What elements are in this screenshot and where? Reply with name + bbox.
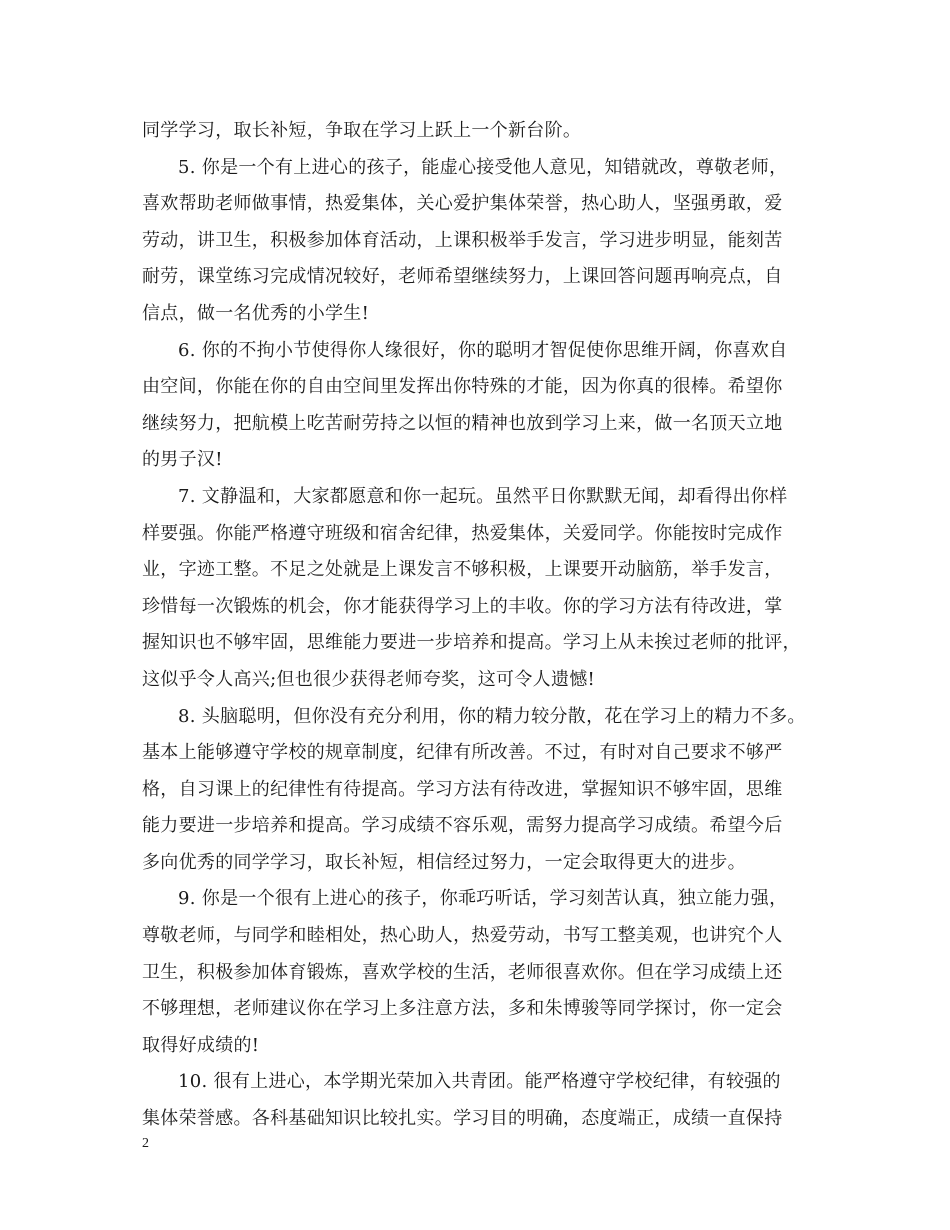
text-line: 格，自习课上的纪律性有待提高。学习方法有待改进，掌握知识不够牢固，思维	[142, 778, 783, 800]
text-line: 能力要进一步培养和提高。学习成绩不容乐观，需努力提高学习成绩。希望今后	[142, 815, 783, 837]
text-line: 集体荣誉感。各科基础知识比较扎实。学习目的明确，态度端正，成绩一直保持	[142, 1108, 783, 1130]
paragraph-start-line: 6. 你的不拘小节使得你人缘很好，你的聪明才智促使你思维开阔，你喜欢自	[178, 339, 788, 361]
text-line: 耐劳，课堂练习完成情况较好，老师希望继续努力，上课回答问题再响亮点，自	[142, 266, 783, 288]
text-line: 取得好成绩的!	[142, 1034, 260, 1056]
text-line: 基本上能够遵守学校的规章制度，纪律有所改善。不过，有时对自己要求不够严	[142, 742, 783, 764]
document-body	[142, 113, 814, 1138]
text-line: 同学学习，取长补短，争取在学习上跃上一个新台阶。	[142, 120, 582, 141]
text-line: 不够理想，老师建议你在学习上多注意方法，多和朱博骏等同学探讨，你一定会	[142, 998, 783, 1020]
paragraph-start-line: 5. 你是一个有上进心的孩子，能虚心接受他人意见，知错就改，尊敬老师，	[178, 156, 788, 178]
text-line: 这似乎令人高兴;但也很少获得老师夸奖，这可令人遗憾!	[142, 668, 596, 690]
text-line: 样要强。你能严格遵守班级和宿舍纪律，热爱集体，关爱同学。你能按时完成作	[142, 522, 783, 544]
text-line: 尊敬老师，与同学和睦相处，热心助人，热爱劳动，书写工整美观，也讲究个人	[142, 925, 783, 947]
page-number: 2	[142, 1136, 149, 1151]
paragraph-start-line: 9. 你是一个很有上进心的孩子，你乖巧听话，学习刻苦认真，独立能力强，	[178, 888, 788, 910]
paragraph-start-line: 7. 文静温和，大家都愿意和你一起玩。虽然平日你默默无闻，却看得出你样	[178, 485, 788, 507]
text-line: 由空间，你能在你的自由空间里发挥出你特殊的才能，因为你真的很棒。希望你	[142, 376, 783, 398]
paragraph-start-line: 10. 很有上进心，本学期光荣加入共青团。能严格遵守学校纪律，有较强的	[178, 1071, 781, 1093]
text-line: 喜欢帮助老师做事情，热爱集体，关心爱护集体荣誉，热心助人，坚强勇敢，爱	[142, 193, 783, 215]
text-line: 业，字迹工整。不足之处就是上课发言不够积极，上课要开动脑筋，举手发言，	[142, 559, 783, 581]
text-line: 劳动，讲卫生，积极参加体育活动，上课积极举手发言，学习进步明显，能刻苦	[142, 229, 783, 251]
paragraph-start-line: 8. 头脑聪明，但你没有充分利用，你的精力较分散，花在学习上的精力不多。	[178, 705, 806, 727]
text-line: 多向优秀的同学学习，取长补短，相信经过努力，一定会取得更大的进步。	[142, 851, 746, 873]
text-line: 卫生，积极参加体育锻炼，喜欢学校的生活，老师很喜欢你。但在学习成绩上还	[142, 961, 783, 983]
text-line: 珍惜每一次锻炼的机会，你才能获得学习上的丰收。你的学习方法有待改进，掌	[142, 595, 783, 617]
text-line: 握知识也不够牢固，思维能力要进一步培养和提高。学习上从未挨过老师的批评，	[142, 632, 801, 654]
text-line: 信点，做一名优秀的小学生!	[142, 302, 370, 324]
text-line: 继续努力，把航模上吃苦耐劳持之以恒的精神也放到学习上来，做一名顶天立地	[142, 412, 783, 434]
text-line: 的男子汉!	[142, 449, 223, 471]
